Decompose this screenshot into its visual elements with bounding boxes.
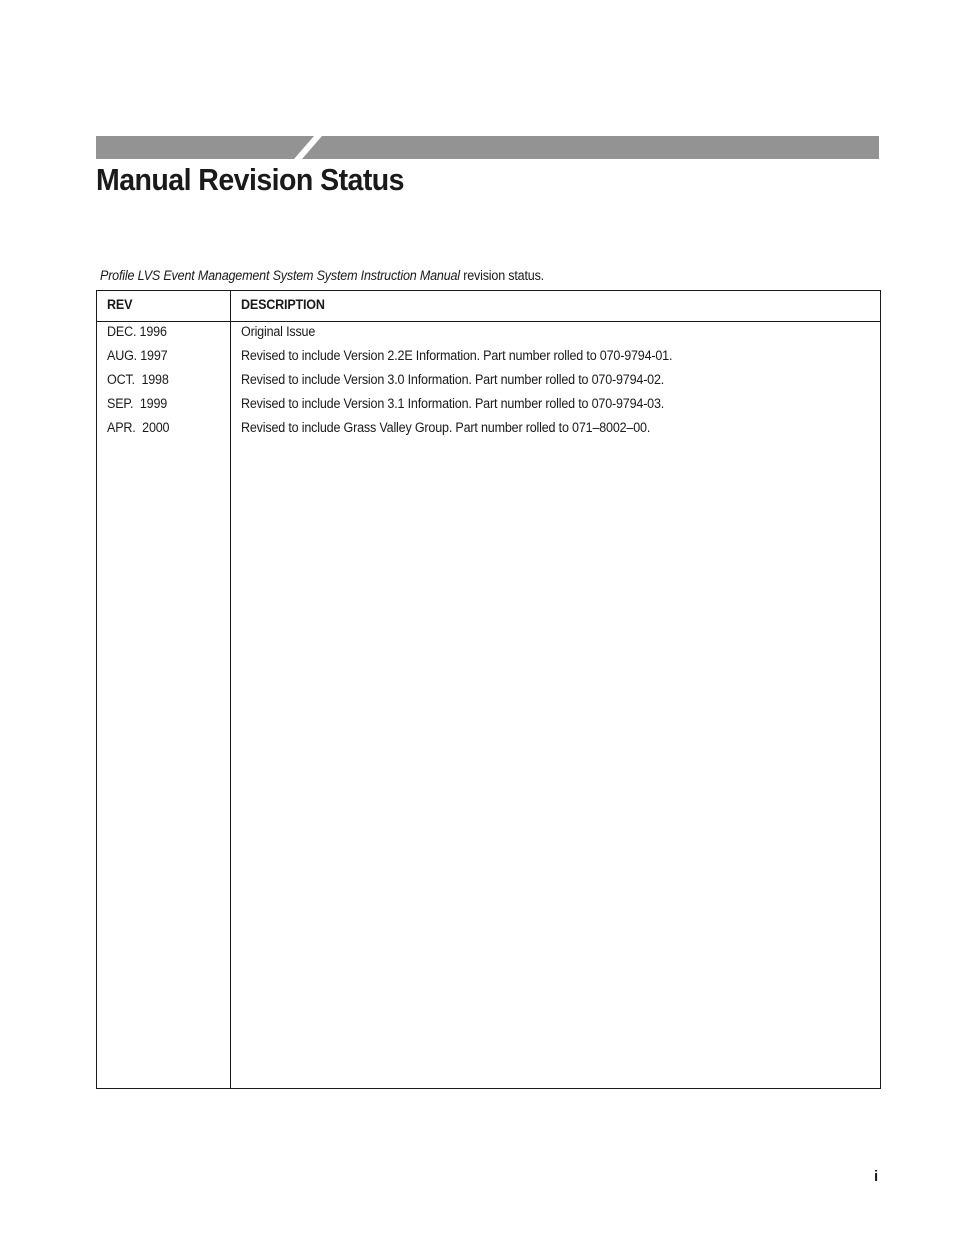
description-cell: Revised to include Version 2.2E Information. Part number rolled to 070-9794-01.: [241, 348, 673, 363]
rev-cell: OCT. 1998: [107, 372, 169, 387]
manual-name: Profile LVS Event Management System System Instruction Manual: [100, 268, 460, 283]
table-caption: [100, 268, 544, 283]
table-row: [97, 396, 880, 420]
header-description: DESCRIPTION: [241, 297, 325, 312]
page-title: Manual Revision Status: [96, 162, 404, 197]
table-row: [97, 420, 880, 444]
caption-suffix: revision status.: [459, 268, 544, 283]
chapter-header-bar: [96, 136, 879, 159]
header-rev: REV: [107, 297, 133, 312]
rev-cell: SEP. 1999: [107, 396, 168, 411]
table-row: [97, 348, 880, 372]
header-bar-graphic: [96, 136, 879, 159]
page-number: i: [874, 1168, 879, 1185]
rev-cell: DEC. 1996: [107, 324, 167, 339]
header-bar-left-segment: [96, 136, 314, 159]
description-cell: Revised to include Version 3.0 Information. Part number rolled to 070-9794-02.: [241, 372, 665, 387]
table-row: [97, 324, 880, 348]
description-cell: Revised to include Grass Valley Group. Part number rolled to 071–8002–00.: [241, 420, 651, 435]
description-cell: Original Issue: [241, 324, 316, 339]
table-header: [97, 291, 880, 322]
rev-cell: AUG. 1997: [107, 348, 168, 363]
rev-cell: APR. 2000: [107, 420, 170, 435]
description-cell: Revised to include Version 3.1 Information. Part number rolled to 070-9794-03.: [241, 396, 665, 411]
table-body: [97, 324, 880, 444]
revision-table: [96, 290, 881, 1089]
header-bar-right-segment: [302, 136, 879, 159]
table-row: [97, 372, 880, 396]
